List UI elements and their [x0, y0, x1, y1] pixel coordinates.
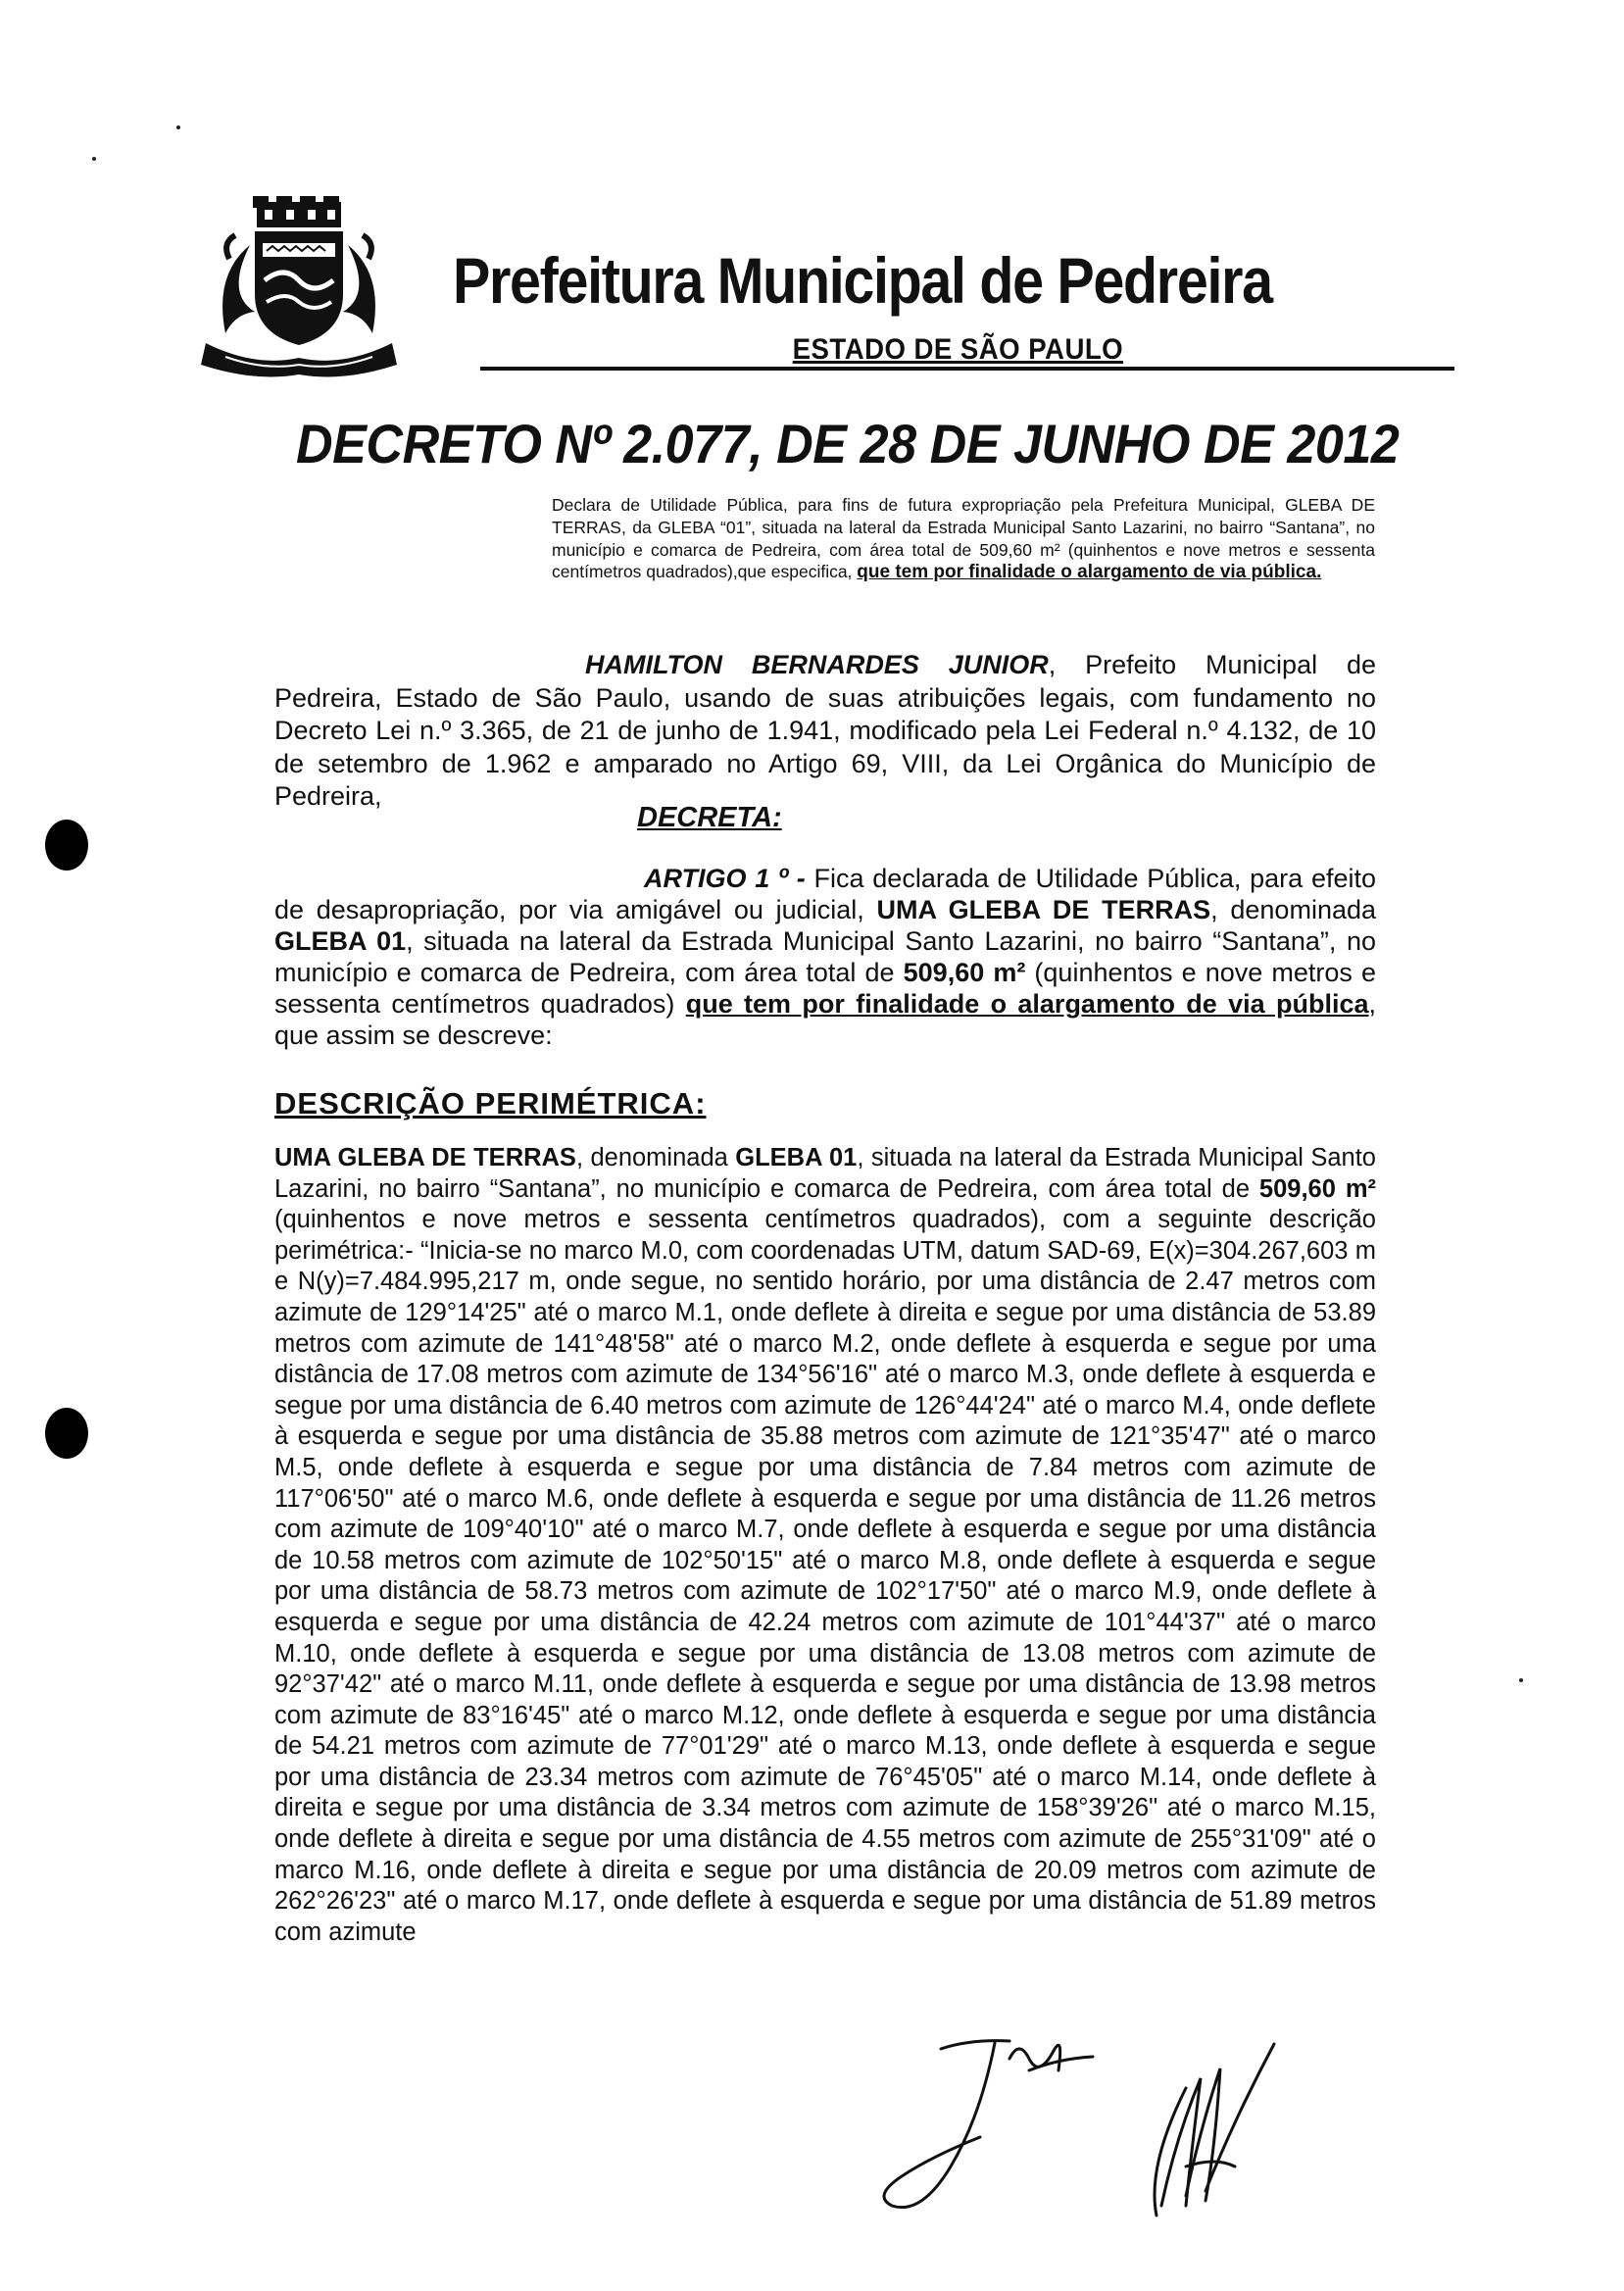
punch-hole: [45, 820, 88, 871]
scan-speck: [92, 157, 96, 161]
state-subtitle: ESTADO DE SÃO PAULO: [789, 333, 1127, 367]
description-text: , situada na lateral da Estrada Municipal Santo Lazarini, no bairro “Santana”, no município e comarca de Pedreira, com área total de: [274, 1144, 1376, 1203]
signature-secretary: [1155, 2044, 1274, 2216]
summary-text: Declara de Utilidade Pública, para fins de futura expropriação pela Prefeitura Municipal, GLEBA DE TERRAS, da GLEBA “01”, situada na lateral da Estrada Municipal Santo Lazarini, no bairro “Santana”, no município e comarca de Pedreira, com área total de 509,60 m² (quinhentos e nove metros e sessenta centímetros quadrados),que especifica,: [552, 495, 1375, 582]
article-text: (quinhentos e nove metros e sessenta centímetros quadrados): [274, 958, 1376, 1019]
decreta-heading: DECRETA:: [637, 802, 782, 833]
description-bold: GLEBA 01: [735, 1144, 858, 1171]
description-text: , denominada: [575, 1144, 736, 1171]
article-text: , que assim se descreve:: [274, 989, 1377, 1050]
perimeter-description-body: [274, 1143, 1376, 1948]
decree-title: DECRETO Nº 2.077, DE 28 DE JUNHO DE 2012: [296, 413, 1400, 474]
article-1-paragraph: [274, 863, 1376, 1051]
preamble-text: , Prefeito Municipal de Pedreira, Estado de São Paulo, usando de suas atribuições legais, com fundamento no Decreto Lei n.º 3.365, de 21 de junho de 1.941, modificado pela Lei Federal n.º 4.132, de 10 de setembro de 1.962 e amparado no Artigo 69, VIII, da Lei Orgânica do Município de Pedreira,: [274, 650, 1376, 811]
header-divider: [480, 367, 1454, 371]
preamble-paragraph: [274, 649, 1376, 814]
article-text: Fica declarada de Utilidade Pública, para efeito de desapropriação, por via amigável ou judicial,: [274, 864, 1376, 924]
article-bold: 509,60 m²: [903, 958, 1026, 987]
article-bold: UMA GLEBA DE TERRAS: [876, 895, 1211, 924]
description-text: (quinhentos e nove metros e sessenta centímetros quadrados), com a seguinte descrição perimétrica:- “Inicia-se no marco M.0, com coordenadas UTM, datum SAD-69, E(x)=304.267,603 m e N(y)=7.484.995,217 m, onde segue, no sentido horário, por uma distância de 2.47 metros com azimute de 129°14'25" até o marco M.1, onde deflete à direita e segue por uma distância de 53.89 metros com azimute de 141°48'58" até o marco M.2, onde deflete à esquerda e segue por uma distância de 17.08 metros com azimute de 134°56'16" até o marco M.3, onde deflete à esquerda e segue por uma distância de 6.40 metros com azimute de 126°44'24" até o marco M.4, onde deflete à esquerda e segue por uma distância de 35.88 metros com azimute de 121°35'47" até o marco M.5, onde deflete à esquerda e segue por uma distância de 7.84 metros com azimute de 117°06'50" até o marco M.6, onde deflete à esquerda e segue por uma distância de 11.26 metros com azimute de 109°40'10" até o marco M.7, onde deflete à esquerda e segue por uma distância de 10.58 metros com azimute de 102°50'15" até o marco M.8, onde deflete à esquerda e segue por uma distância de 58.73 metros com azimute de 102°17'50" até o marco M.9, onde deflete à esquerda e segue por uma distância de 42.24 metros com azimute de 101°44'37" até o marco M.10, onde deflete à esquerda e segue por uma distância de 13.08 metros com azimute de 92°37'42" até o marco M.11, onde deflete à esquerda e segue por uma distância de 13.98 metros com azimute de 83°16'45" até o marco M.12, onde deflete à esquerda e segue por uma distância de 54.21 metros com azimute de 77°01'29" até o marco M.13, onde deflete à esquerda e segue por uma distância de 23.34 metros com azimute de 76°45'05" até o marco M.14, onde deflete à direita e segue por uma distância de 3.34 metros com azimute de 158°39'26" até o marco M.15, onde deflete à direita e segue por uma distância de 4.55 metros com azimute de 255°31'09" até o marco M.16, onde deflete à direita e segue por uma distância de 20.09 metros com azimute de 262°26'23" até o marco M.17, onde deflete à esquerda e segue por uma distância de 51.89 metros com azimute: [274, 1206, 1376, 1946]
scan-speck: [176, 125, 180, 129]
description-bold: UMA GLEBA DE TERRAS: [274, 1144, 576, 1171]
article-text: , situada na lateral da Estrada Municipal Santo Lazarini, no bairro “Santana”, no município e comarca de Pedreira, com área total de: [274, 926, 1376, 987]
signature-mayor: [884, 2041, 1093, 2208]
summary-purpose: que tem por finalidade o alargamento de via pública.: [857, 562, 1322, 583]
article-text: , denominada: [1210, 895, 1377, 924]
article-1-label: ARTIGO 1 º -: [644, 864, 806, 893]
signatures: [862, 2019, 1313, 2265]
scan-speck: [1519, 1678, 1523, 1682]
description-bold: 509,60 m²: [1258, 1174, 1376, 1203]
mayor-name: HAMILTON BERNARDES JUNIOR: [585, 650, 1049, 679]
article-bold: GLEBA 01: [274, 926, 407, 956]
punch-hole: [45, 1408, 88, 1459]
article-purpose: que tem por finalidade o alargamento de via pública: [685, 989, 1369, 1019]
perimeter-description-heading: DESCRIÇÃO PERIMÉTRICA:: [274, 1086, 707, 1121]
decree-summary: [552, 494, 1375, 584]
page-title: Prefeitura Municipal de Pedreira: [453, 244, 1272, 317]
municipal-crest-icon: [196, 196, 402, 382]
